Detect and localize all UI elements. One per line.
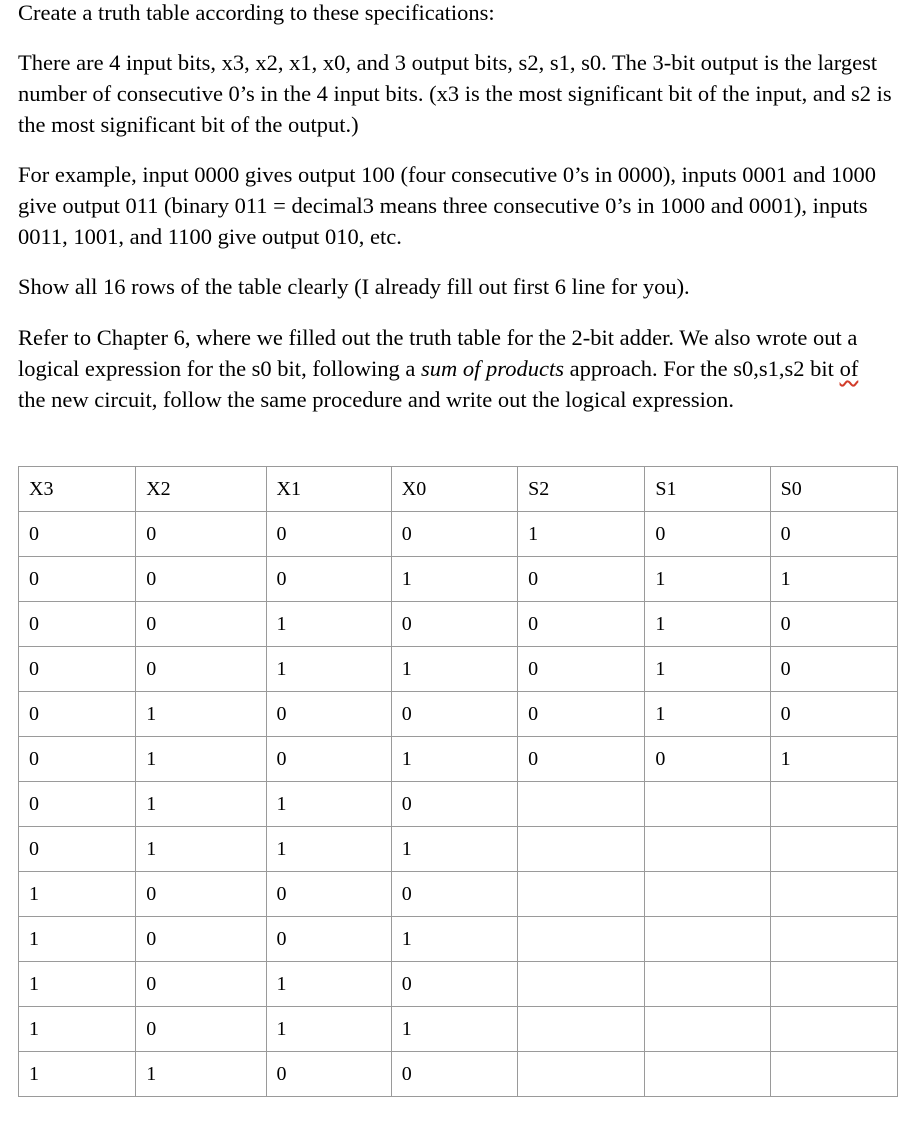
cell-x1[interactable]: 1	[266, 827, 391, 872]
table-row	[19, 827, 898, 872]
cell-x0[interactable]: 0	[391, 512, 517, 557]
cell-x2[interactable]: 0	[136, 1007, 266, 1052]
cell-s0[interactable]	[770, 1007, 897, 1052]
cell-s2[interactable]	[518, 917, 645, 962]
header-x2: X2	[136, 467, 266, 512]
table-row	[19, 872, 898, 917]
cell-x2[interactable]: 0	[136, 602, 266, 647]
refer-text-3: the new circuit, follow the same procedure and write out the logical expression.	[18, 387, 735, 412]
cell-s1[interactable]	[645, 1007, 770, 1052]
table-row	[19, 1007, 898, 1052]
truth-table-body	[19, 512, 898, 1097]
cell-s0[interactable]	[770, 962, 897, 1007]
cell-s1[interactable]	[645, 827, 770, 872]
cell-x3[interactable]: 0	[19, 602, 136, 647]
instructions-title: Create a truth table according to these specifications:	[18, 0, 495, 25]
cell-s2[interactable]	[518, 872, 645, 917]
cell-x1[interactable]: 0	[266, 1052, 391, 1097]
table-row	[19, 917, 898, 962]
header-x3: X3	[19, 467, 136, 512]
cell-s2[interactable]: 0	[518, 692, 645, 737]
cell-s1[interactable]: 1	[645, 602, 770, 647]
refer-italic-text: sum of products	[421, 356, 564, 381]
cell-s0[interactable]	[770, 782, 897, 827]
cell-x0[interactable]: 0	[391, 602, 517, 647]
header-s2: S2	[518, 467, 645, 512]
cell-s0[interactable]: 1	[770, 557, 897, 602]
cell-x1[interactable]: 0	[266, 917, 391, 962]
cell-x0[interactable]: 1	[391, 557, 517, 602]
cell-x2[interactable]: 0	[136, 512, 266, 557]
cell-x1[interactable]: 0	[266, 512, 391, 557]
cell-s1[interactable]: 0	[645, 737, 770, 782]
table-row	[19, 557, 898, 602]
table-row	[19, 782, 898, 827]
refer-text-2: approach. For the s0,s1,s2 bit	[563, 356, 840, 381]
cell-s0[interactable]	[770, 872, 897, 917]
cell-x3[interactable]: 0	[19, 737, 136, 782]
cell-s0[interactable]: 1	[770, 737, 897, 782]
cell-x0[interactable]: 0	[391, 872, 517, 917]
header-s0: S0	[770, 467, 897, 512]
cell-x3[interactable]: 0	[19, 827, 136, 872]
cell-x3[interactable]: 1	[19, 962, 136, 1007]
cell-x1[interactable]: 0	[266, 872, 391, 917]
cell-s1[interactable]: 0	[645, 512, 770, 557]
cell-x2[interactable]: 1	[136, 827, 266, 872]
cell-x2[interactable]: 1	[136, 737, 266, 782]
cell-x0[interactable]: 1	[391, 647, 517, 692]
truth-table	[18, 466, 898, 1097]
cell-x0[interactable]: 0	[391, 962, 517, 1007]
cell-x0[interactable]: 0	[391, 1052, 517, 1097]
cell-x3[interactable]: 1	[19, 1052, 136, 1097]
table-row	[19, 647, 898, 692]
table-row	[19, 1052, 898, 1097]
table-row	[19, 602, 898, 647]
cell-s1[interactable]	[645, 962, 770, 1007]
cell-s2[interactable]	[518, 962, 645, 1007]
cell-x0[interactable]: 1	[391, 827, 517, 872]
cell-x1[interactable]: 1	[266, 647, 391, 692]
cell-x0[interactable]: 0	[391, 692, 517, 737]
cell-x2[interactable]: 0	[136, 872, 266, 917]
cell-x1[interactable]: 0	[266, 692, 391, 737]
cell-s0[interactable]: 0	[770, 602, 897, 647]
header-x0: X0	[391, 467, 517, 512]
cell-s2[interactable]	[518, 1052, 645, 1097]
cell-x3[interactable]: 1	[19, 1007, 136, 1052]
cell-s2[interactable]: 0	[518, 557, 645, 602]
refer-paragraph	[18, 322, 888, 415]
cell-x2[interactable]: 0	[136, 647, 266, 692]
cell-x0[interactable]: 1	[391, 917, 517, 962]
cell-x2[interactable]: 0	[136, 557, 266, 602]
spellcheck-flagged-word: of	[839, 356, 859, 381]
truth-table-header-row	[19, 467, 898, 512]
cell-s2[interactable]: 0	[518, 737, 645, 782]
cell-x1[interactable]: 1	[266, 1007, 391, 1052]
cell-x3[interactable]: 1	[19, 917, 136, 962]
cell-s2[interactable]: 0	[518, 602, 645, 647]
cell-s1[interactable]: 1	[645, 692, 770, 737]
cell-x0[interactable]: 1	[391, 737, 517, 782]
cell-s1[interactable]: 1	[645, 647, 770, 692]
cell-s2[interactable]	[518, 827, 645, 872]
cell-s0[interactable]: 0	[770, 692, 897, 737]
refer-text-1: Refer to Chapter 6, where we filled out the truth table for the 2-bit adder. We also wrote out a logical expression for the s0 bit, following a	[18, 325, 858, 381]
cell-x1[interactable]: 1	[266, 962, 391, 1007]
cell-x2[interactable]: 0	[136, 917, 266, 962]
cell-s2[interactable]: 0	[518, 647, 645, 692]
cell-s0[interactable]	[770, 917, 897, 962]
cell-x2[interactable]: 0	[136, 962, 266, 1007]
table-row	[19, 737, 898, 782]
cell-x3[interactable]: 0	[19, 512, 136, 557]
cell-s0[interactable]: 0	[770, 512, 897, 557]
cell-x1[interactable]: 0	[266, 737, 391, 782]
cell-s2[interactable]	[518, 1007, 645, 1052]
cell-s1[interactable]	[645, 1052, 770, 1097]
cell-x1[interactable]: 1	[266, 602, 391, 647]
table-row	[19, 962, 898, 1007]
table-row	[19, 692, 898, 737]
cell-x3[interactable]: 0	[19, 557, 136, 602]
cell-x0[interactable]: 1	[391, 1007, 517, 1052]
cell-x1[interactable]: 1	[266, 782, 391, 827]
cell-x3[interactable]: 1	[19, 872, 136, 917]
cell-x2[interactable]: 1	[136, 692, 266, 737]
table-row	[19, 512, 898, 557]
cell-s2[interactable]	[518, 782, 645, 827]
header-x1: X1	[266, 467, 391, 512]
example-paragraph: For example, input 0000 gives output 100 (four consecutive 0’s in 0000), inputs 0001 and 1000 give output 011 (binary 011 = decimal3 means three consecutive 0’s in 1000 and 0001), inputs 0011, 1001, and 1100 give output 010, etc.	[18, 162, 877, 249]
cell-x0[interactable]: 0	[391, 782, 517, 827]
cell-s0[interactable]	[770, 827, 897, 872]
cell-s1[interactable]: 1	[645, 557, 770, 602]
cell-s0[interactable]	[770, 1052, 897, 1097]
cell-x3[interactable]: 0	[19, 692, 136, 737]
cell-s1[interactable]	[645, 917, 770, 962]
cell-x2[interactable]: 1	[136, 782, 266, 827]
cell-x1[interactable]: 0	[266, 557, 391, 602]
cell-s1[interactable]	[645, 872, 770, 917]
specification-paragraph: There are 4 input bits, x3, x2, x1, x0, and 3 output bits, s2, s1, s0. The 3-bit output is the largest number of consecutive 0’s in the 4 input bits. (x3 is the most significant bit of the input, and s2 is the most significant bit of the output.)	[18, 50, 892, 137]
header-s1: S1	[645, 467, 770, 512]
cell-x2[interactable]: 1	[136, 1052, 266, 1097]
cell-s1[interactable]	[645, 782, 770, 827]
cell-s2[interactable]: 1	[518, 512, 645, 557]
cell-x3[interactable]: 0	[19, 782, 136, 827]
cell-s0[interactable]: 0	[770, 647, 897, 692]
show-rows-paragraph: Show all 16 rows of the table clearly (I already fill out first 6 line for you).	[18, 274, 690, 299]
cell-x3[interactable]: 0	[19, 647, 136, 692]
